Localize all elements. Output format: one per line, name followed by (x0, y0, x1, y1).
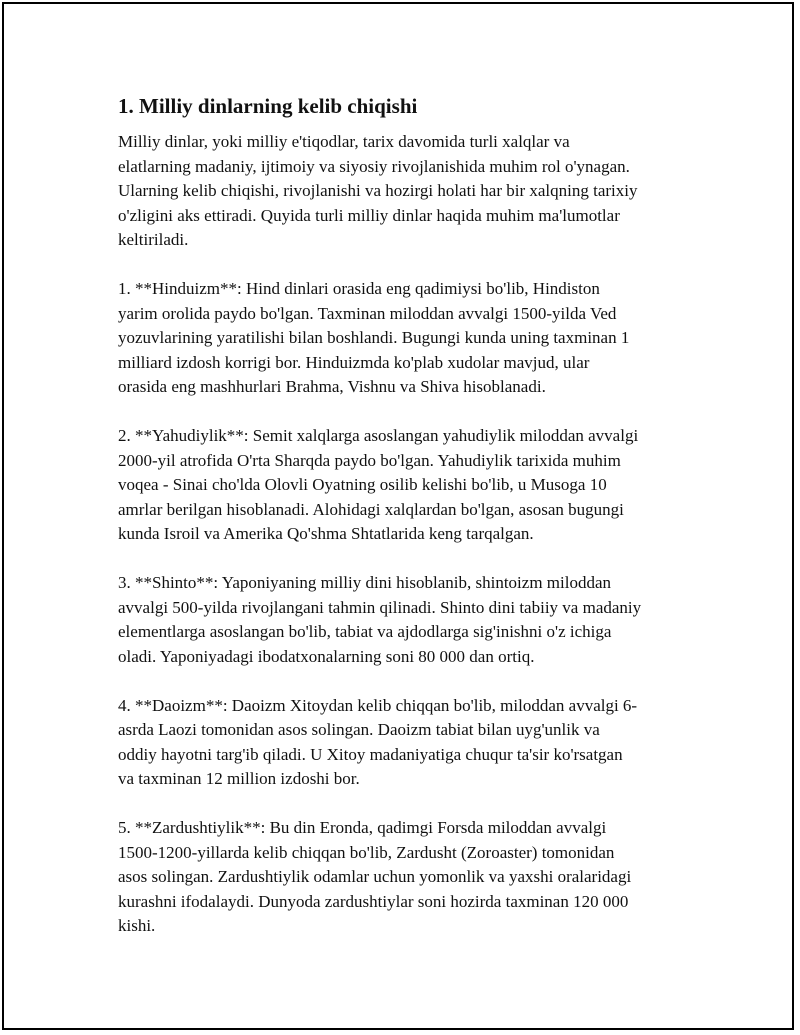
document-body (118, 92, 688, 963)
intro-paragraph: Milliy dinlar, yoki milliy e'tiqodlar, tarix davomida turli xalqlar va elatlarning madaniy, ijtimoiy va siyosiy rivojlanishida muhim rol o'ynagan. Ularning kelib chiqishi, rivojlanishi va hozirgi holati har bir xalqning tarixiy o'zligini aks ettiradi. Quyida turli milliy dinlar haqida muhim ma'lumotlar keltiriladi. (118, 132, 638, 249)
paragraph-shinto: 3. **Shinto**: Yaponiyaning milliy dini hisoblanib, shintoizm miloddan avvalgi 500-yilda rivojlangani tahmin qilinadi. Shinto dini tabiiy va madaniy elementlarga asoslangan bo'lib, tabiat va ajdodlarga sig'inishni o'z ichiga oladi. Yaponiyadagi ibodatxonalarning soni 80 000 dan ortiq. (118, 573, 642, 666)
document-title: 1. Milliy dinlarning kelib chiqishi (118, 94, 418, 118)
paragraph-hinduizm: 1. **Hinduizm**: Hind dinlari orasida eng qadimiysi bo'lib, Hindiston yarim orolida paydo bo'lgan. Taxminan miloddan avvalgi 1500-yilda Ved yozuvlarining yaratilishi bilan boshlandi. Bugungi kunda uning taxminan 1 milliard izdosh korrigi bor. Hinduizmda ko'plab xudolar mavjud, ular orasida eng mashhurlari Brahma, Vishnu va Shiva hisoblanadi. (118, 279, 630, 396)
paragraph-yahudiylik: 2. **Yahudiylik**: Semit xalqlarga asoslangan yahudiylik miloddan avvalgi 2000-yil atrofida O'rta Sharqda paydo bo'lgan. Yahudiylik tarixida muhim voqea - Sinai cho'lda Olovli Oyatning osilib kelishi bo'lib, u Musoga 10 amrlar berilgan hisoblanadi. Alohidagi xalqlardan bo'lgan, asosan bugungi kunda Isroil va Amerika Qo'shma Shtatlarida keng tarqalgan. (118, 426, 639, 543)
paragraph-daoizm: 4. **Daoizm**: Daoizm Xitoydan kelib chiqqan bo'lib, miloddan avvalgi 6- asrda Laozi tomonidan asos solingan. Daoizm tabiat bilan uyg'unlik va oddiy hayotni targ'ib qiladi. U Xitoy madaniyatiga chuqur ta'sir ko'rsatgan va taxminan 12 million izdoshi bor. (118, 695, 638, 788)
paragraph-zardushtiylik: 5. **Zardushtiylik**: Bu din Eronda, qadimgi Forsda miloddan avvalgi 1500-1200-yillarda kelib chiqqan bo'lib, Zardusht (Zoroaster) tomonidan asos solingan. Zardushtiylik odamlar uchun yomonlik va yaxshi oralaridagi kurashni ifodalaydi. Dunyoda zardushtiylar soni hozirda taxminan 120 000 kishi. (118, 818, 632, 935)
